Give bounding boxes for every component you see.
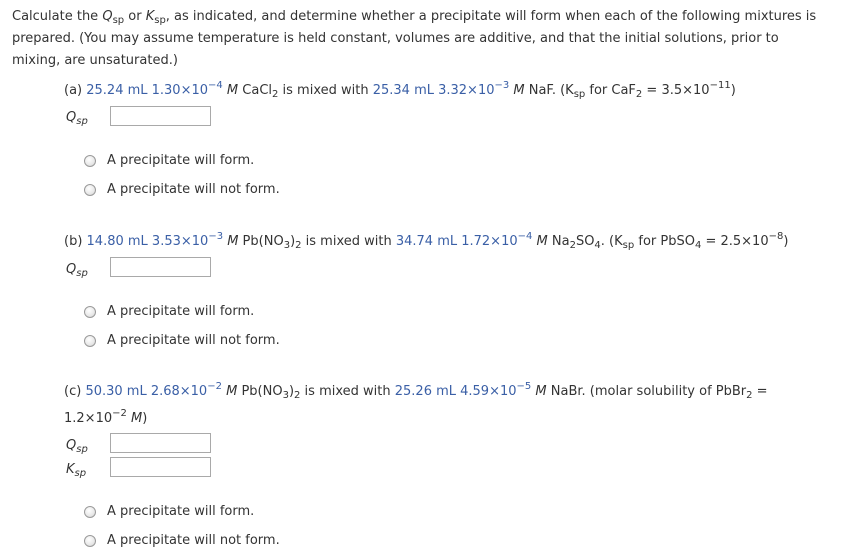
radio-button[interactable]: [84, 155, 96, 167]
part-b-question: [64, 232, 788, 252]
part-a-ksp-exp: −11: [709, 80, 731, 91]
part-b-solute-2-sub: 2: [569, 240, 576, 251]
part-c-exp-1: −2: [207, 381, 222, 392]
part-a-solute-2: NaF. (K: [524, 83, 574, 98]
part-a-solute-1: CaCl: [238, 83, 273, 98]
part-c-exp-2: −5: [516, 381, 532, 392]
part-c-value-1: 50.30 mL 2.68×10: [85, 384, 208, 399]
part-b-ksp-sub: sp: [622, 240, 635, 251]
part-c-close: ): [142, 411, 148, 426]
part-b-value-2: 34.74 mL 1.72×10: [395, 234, 518, 249]
part-b-ksp-value: = 2.5×10: [701, 234, 769, 249]
part-a-exp-2: −3: [494, 80, 510, 91]
part-b-pbso4-sub: 4: [694, 240, 702, 251]
part-a-ksp-value: = 3.5×10: [642, 83, 710, 98]
part-c-value-2: 25.26 mL 4.59×10: [394, 384, 517, 399]
part-c-option-will-form[interactable]: [84, 504, 254, 519]
part-b-solute-2-sub2: 4: [594, 240, 601, 251]
part-b-for: for PbSO: [634, 234, 695, 249]
part-b-solute-1-sub: 3: [283, 240, 291, 251]
intro-or: or: [124, 9, 146, 24]
instructions-text: [12, 6, 827, 72]
part-b-qsp-label: [66, 262, 88, 277]
part-c-equals: =: [752, 384, 768, 399]
part-c-ksp-label: [66, 462, 86, 477]
part-b-solute-1: Pb(NO: [238, 234, 284, 249]
part-c-qsp-letter: Q: [66, 438, 77, 453]
part-c-ksp-letter: K: [66, 462, 75, 477]
part-c-solute-1-paren: ): [288, 384, 295, 399]
part-a-for: for CaF: [585, 83, 636, 98]
part-c-question-line2: [64, 409, 147, 429]
qsp-symbol: Q: [102, 9, 113, 24]
part-c-ksp-input[interactable]: [110, 457, 211, 477]
part-b-molar-2: M: [532, 234, 548, 249]
part-c-solute-1-sub2: 2: [294, 390, 301, 401]
part-c-solute-2: NaBr. (molar solubility of PbBr: [546, 384, 747, 399]
part-b-ksp-open: . (K: [600, 234, 623, 249]
part-b-mixed-with: is mixed with: [301, 234, 396, 249]
part-a-ksp-sub: sp: [573, 89, 586, 100]
part-c-qsp-sub: sp: [76, 444, 88, 455]
part-b-ksp-exp: −8: [768, 231, 784, 242]
part-c-solute-1: Pb(NO: [237, 384, 283, 399]
part-c-option-will-not-form[interactable]: [84, 533, 280, 548]
part-b-option-will-form[interactable]: [84, 304, 254, 319]
radio-button[interactable]: [84, 535, 96, 547]
part-b-close: ): [783, 234, 789, 249]
part-b-qsp-input[interactable]: [110, 257, 211, 277]
part-c-mixed-with: is mixed with: [300, 384, 395, 399]
part-b-prefix: (b): [64, 234, 87, 249]
option-label: A precipitate will not form.: [107, 533, 280, 548]
part-b-solute-1-paren: ): [290, 234, 296, 249]
part-a-caf2-sub: 2: [635, 89, 643, 100]
part-a-question: [64, 81, 736, 101]
part-c-solute-1-sub: 3: [282, 390, 289, 401]
part-a-close: ): [730, 83, 736, 98]
part-b-exp-2: −4: [517, 231, 533, 242]
part-b-qsp-letter: Q: [66, 262, 77, 277]
ksp-symbol: K: [145, 9, 155, 24]
intro-text-1: Calculate the: [12, 9, 103, 24]
part-a-qsp-input[interactable]: [110, 106, 211, 126]
part-a-exp-1: −4: [208, 80, 223, 91]
option-label: A precipitate will form.: [107, 153, 255, 168]
part-c-solubility-unit: M: [126, 411, 143, 426]
part-c-ksp-sub: sp: [74, 468, 87, 479]
part-a-molar-1: M: [222, 83, 239, 98]
radio-button[interactable]: [84, 184, 96, 196]
part-c-pbbr2-sub: 2: [746, 390, 753, 401]
option-label: A precipitate will form.: [107, 504, 255, 519]
part-a-qsp-label: [66, 110, 88, 125]
intro-text-2: , as indicated, and determine whether a precipitate will form when each of the following mixtures is prepared. (You may assume temperature is held constant, volumes are additive, and that the initial solutions, prior to mixing, are unsaturated.): [12, 9, 817, 68]
part-a-option-will-not-form[interactable]: [84, 182, 280, 197]
part-a-value-1: 25.24 mL 1.30×10: [86, 83, 209, 98]
part-b-solute-2: Na: [547, 234, 570, 249]
part-a-solute-1-sub: 2: [272, 89, 279, 100]
part-b-exp-1: −3: [208, 231, 224, 242]
option-label: A precipitate will not form.: [107, 182, 280, 197]
radio-button[interactable]: [84, 506, 96, 518]
part-a-qsp-letter: Q: [66, 110, 77, 125]
qsp-subscript: sp: [112, 15, 125, 26]
radio-button[interactable]: [84, 306, 96, 318]
radio-button[interactable]: [84, 335, 96, 347]
part-c-qsp-label: [66, 438, 88, 453]
part-b-solute-1-sub2: 2: [295, 240, 302, 251]
part-c-solubility-exp: −2: [112, 408, 127, 419]
part-a-prefix: (a): [64, 83, 87, 98]
option-label: A precipitate will form.: [107, 304, 255, 319]
part-a-molar-2: M: [509, 83, 525, 98]
part-b-option-will-not-form[interactable]: [84, 333, 280, 348]
part-b-molar-1: M: [223, 234, 239, 249]
part-b-solute-2-so: SO: [575, 234, 595, 249]
part-c-question: [64, 382, 768, 402]
part-b-qsp-sub: sp: [76, 268, 88, 279]
part-a-value-2: 25.34 mL 3.32×10: [372, 83, 495, 98]
option-label: A precipitate will not form.: [107, 333, 280, 348]
part-c-solubility-value: 1.2×10: [64, 411, 113, 426]
part-a-option-will-form[interactable]: [84, 153, 254, 168]
part-a-qsp-sub: sp: [76, 116, 88, 127]
part-c-qsp-input[interactable]: [110, 433, 211, 453]
ksp-subscript: sp: [154, 15, 166, 26]
part-c-prefix: (c): [64, 384, 86, 399]
part-c-molar-2: M: [531, 384, 547, 399]
part-a-mixed-with: is mixed with: [278, 83, 373, 98]
part-b-value-1: 14.80 mL 3.53×10: [86, 234, 209, 249]
part-c-molar-1: M: [221, 384, 238, 399]
